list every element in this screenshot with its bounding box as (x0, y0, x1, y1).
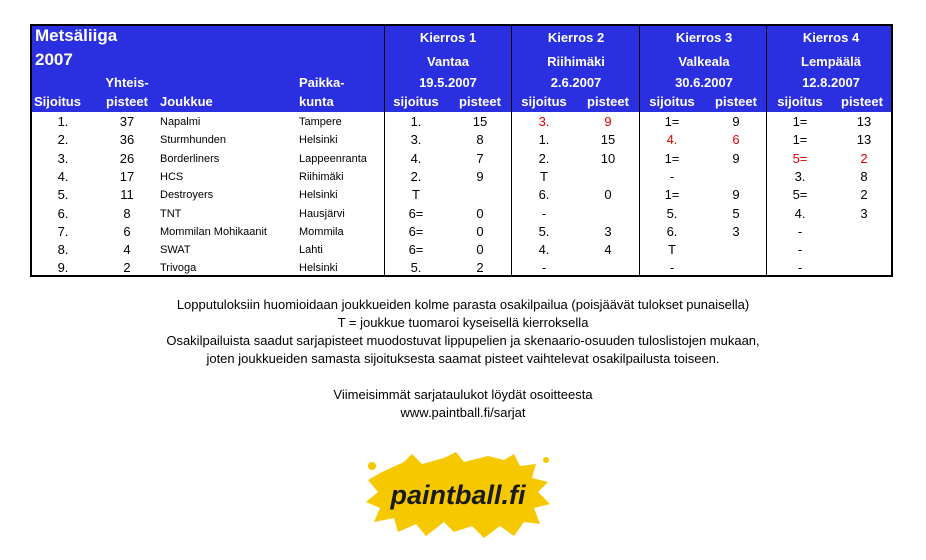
round-3-rank-cell: - (669, 260, 675, 276)
table-header (32, 26, 891, 112)
team-cell: TNT (160, 207, 182, 220)
col-town-label-2: kunta (299, 94, 334, 109)
notes-section (0, 296, 926, 422)
round-4-rank-cell: 4. (794, 205, 806, 221)
round-name: Kierros 3 (675, 30, 733, 45)
col-rank-label: Sijoitus (34, 94, 81, 109)
round-rank-label: sijoitus (777, 94, 823, 109)
round-place: Valkeala (678, 54, 730, 69)
round-rank-label: sijoitus (521, 94, 567, 109)
round-1-points-cell: 7 (476, 150, 484, 166)
round-4-points-cell: 8 (860, 168, 868, 184)
round-3-points-cell: 9 (732, 150, 740, 166)
round-3-points-cell: 9 (732, 187, 740, 203)
round-3-points-cell: 5 (732, 205, 740, 221)
note-line: Lopputuloksiin huomioidaan joukkueiden kolme parasta osakilpailua (poisjäävät tulokset punaisella) (176, 297, 750, 312)
round-2-rank-cell: 6. (538, 187, 550, 203)
round-3-rank-cell: T (668, 242, 676, 258)
rank-cell: 2. (57, 132, 69, 148)
round-2-points-cell: 15 (600, 132, 616, 148)
round-2-rank-cell: 4. (538, 242, 550, 258)
round-2-points-cell: 4 (604, 242, 612, 258)
round-name: Kierros 4 (802, 30, 860, 45)
round-1-points-cell: 15 (472, 114, 488, 129)
rank-cell: 8. (57, 242, 69, 258)
paintball-logo (364, 452, 552, 540)
league-title: Metsäliiga (35, 26, 118, 45)
round-2-rank-cell: 1. (538, 132, 550, 148)
round-1-points-cell: 2 (476, 260, 484, 276)
round-1-rank-cell: 4. (410, 150, 422, 166)
note-line: T = joukkue tuomaroi kyseisellä kierroksella (337, 315, 589, 330)
total-cell: 17 (119, 168, 135, 184)
total-cell: 4 (123, 242, 131, 258)
table-row (32, 168, 891, 186)
round-1-points-cell: 9 (476, 168, 484, 184)
round-1-rank-cell: 1. (410, 114, 422, 129)
col-total-label-2: pisteet (106, 94, 148, 109)
logo-splat-drop (368, 462, 376, 470)
total-cell: 26 (119, 150, 135, 166)
round-2-points-cell: 0 (604, 187, 612, 203)
round-3-rank-cell: - (669, 168, 675, 184)
footer-text: Viimeisimmät sarjataulukot löydät osoitteesta (333, 387, 593, 402)
round-3-rank-cell: 1= (664, 187, 680, 203)
round-name: Kierros 2 (547, 30, 605, 45)
round-1-points-cell: 0 (476, 223, 484, 239)
round-1-rank-cell: 2. (410, 168, 422, 184)
round-3-points-cell: 6 (732, 132, 740, 148)
round-date: 12.8.2007 (802, 75, 860, 90)
round-4-points-cell: 2 (860, 187, 868, 203)
round-2-points-cell: 9 (604, 114, 612, 129)
town-cell: Hausjärvi (299, 207, 345, 220)
note-line: Osakilpailuista saadut sarjapisteet muodostuvat lippupelien ja skenaario-osuuden tuloslistojen mukaan, (166, 333, 760, 348)
rank-cell: 7. (57, 223, 69, 239)
town-cell: Helsinki (299, 189, 338, 202)
rank-cell: 4. (57, 168, 69, 184)
season-year: 2007 (35, 50, 73, 69)
round-3-rank-cell: 1= (664, 150, 680, 166)
spacer (0, 368, 926, 386)
round-name: Kierros 1 (419, 30, 477, 45)
team-cell: Borderliners (160, 152, 220, 165)
team-cell: Trivoga (160, 262, 197, 275)
round-rank-label: sijoitus (649, 94, 695, 109)
town-cell: Lappeenranta (299, 152, 367, 165)
town-cell: Lahti (299, 244, 323, 257)
round-1-points-cell: 8 (476, 132, 484, 148)
team-cell: HCS (160, 170, 184, 183)
table-row (32, 113, 891, 131)
rank-cell: 5. (57, 187, 69, 203)
round-1-rank-cell: 6= (408, 242, 424, 258)
standings-table (30, 24, 893, 277)
rank-cell: 6. (57, 205, 69, 221)
round-3-rank-cell: 4. (666, 132, 678, 148)
rank-cell: 9. (57, 260, 69, 276)
total-cell: 37 (119, 114, 135, 129)
round-2-rank-cell: 5. (538, 223, 550, 239)
round-place: Vantaa (427, 54, 469, 69)
round-4-rank-cell: 1= (792, 114, 808, 129)
town-cell: Tampere (299, 116, 342, 128)
logo-text: paintball.fi (390, 480, 526, 510)
table-row (32, 186, 891, 204)
round-3-rank-cell: 6. (666, 223, 678, 239)
team-cell: Napalmi (160, 116, 201, 128)
logo-splat-drop (543, 457, 549, 463)
round-4-points-cell: 3 (860, 205, 868, 221)
team-cell: Sturmhunden (160, 134, 227, 147)
rank-cell: 3. (57, 150, 69, 166)
round-2-rank-cell: T (540, 168, 548, 184)
round-3-rank-cell: 5. (666, 205, 678, 221)
total-cell: 36 (119, 132, 135, 148)
round-4-rank-cell: - (797, 260, 803, 276)
round-points-label: pisteet (715, 94, 757, 109)
round-2-rank-cell: - (541, 205, 547, 221)
round-2-rank-cell: 2. (538, 150, 550, 166)
round-3-points-cell: 3 (732, 223, 740, 239)
round-1-rank-cell: 6= (408, 223, 424, 239)
round-4-rank-cell: 1= (792, 132, 808, 148)
round-date: 2.6.2007 (550, 75, 602, 90)
col-team-label: Joukkue (160, 94, 213, 109)
total-cell: 6 (123, 223, 131, 239)
col-town-label-1: Paikka- (299, 75, 345, 90)
table-row (32, 241, 891, 259)
round-place: Lempäälä (801, 54, 861, 69)
round-2-rank-cell: 3. (538, 114, 550, 129)
col-total-label-1: Yhteis- (105, 75, 149, 90)
round-4-rank-cell: - (797, 223, 803, 239)
round-3-rank-cell: 1= (664, 114, 680, 129)
team-cell: Destroyers (160, 189, 214, 202)
round-4-points-cell: 13 (856, 132, 872, 148)
round-1-rank-cell: T (412, 187, 420, 203)
note-line: joten joukkueiden samasta sijoituksesta saamat pisteet vaihtelevat osakilpailusta toiseen. (206, 351, 720, 366)
round-1-rank-cell: 6= (408, 205, 424, 221)
round-date: 30.6.2007 (675, 75, 733, 90)
round-1-points-cell: 0 (476, 242, 484, 258)
town-cell: Mommila (299, 225, 344, 238)
round-points-label: pisteet (587, 94, 629, 109)
round-1-points-cell: 0 (476, 205, 484, 221)
total-cell: 8 (123, 205, 131, 221)
total-cell: 2 (123, 260, 131, 276)
round-rank-label: sijoitus (393, 94, 439, 109)
round-place: Riihimäki (547, 54, 605, 69)
round-2-rank-cell: - (541, 260, 547, 276)
round-1-rank-cell: 3. (410, 132, 422, 148)
table-row (32, 205, 891, 223)
round-4-rank-cell: 5= (792, 187, 808, 203)
table-row (32, 259, 891, 277)
round-2-points-cell: 3 (604, 223, 612, 239)
round-date: 19.5.2007 (419, 75, 477, 90)
round-4-rank-cell: 3. (794, 168, 806, 184)
table-row (32, 150, 891, 168)
town-cell: Riihimäki (299, 170, 344, 183)
round-4-points-cell: 2 (860, 150, 868, 166)
team-cell: Mommilan Mohikaanit (160, 225, 267, 238)
table-row (32, 131, 891, 149)
round-points-label: pisteet (841, 94, 883, 109)
footer-url: www.paintball.fi/sarjat (400, 405, 526, 420)
town-cell: Helsinki (299, 134, 338, 147)
round-4-rank-cell: - (797, 242, 803, 258)
town-cell: Helsinki (299, 262, 338, 275)
round-points-label: pisteet (459, 94, 501, 109)
round-4-points-cell: 13 (856, 114, 872, 129)
rank-cell: 1. (57, 114, 69, 129)
total-cell: 11 (120, 187, 134, 203)
round-3-points-cell: 9 (732, 114, 740, 129)
team-cell: SWAT (160, 244, 191, 257)
round-4-rank-cell: 5= (792, 150, 808, 166)
round-1-rank-cell: 5. (410, 260, 422, 276)
table-row (32, 223, 891, 241)
round-2-points-cell: 10 (600, 150, 616, 166)
